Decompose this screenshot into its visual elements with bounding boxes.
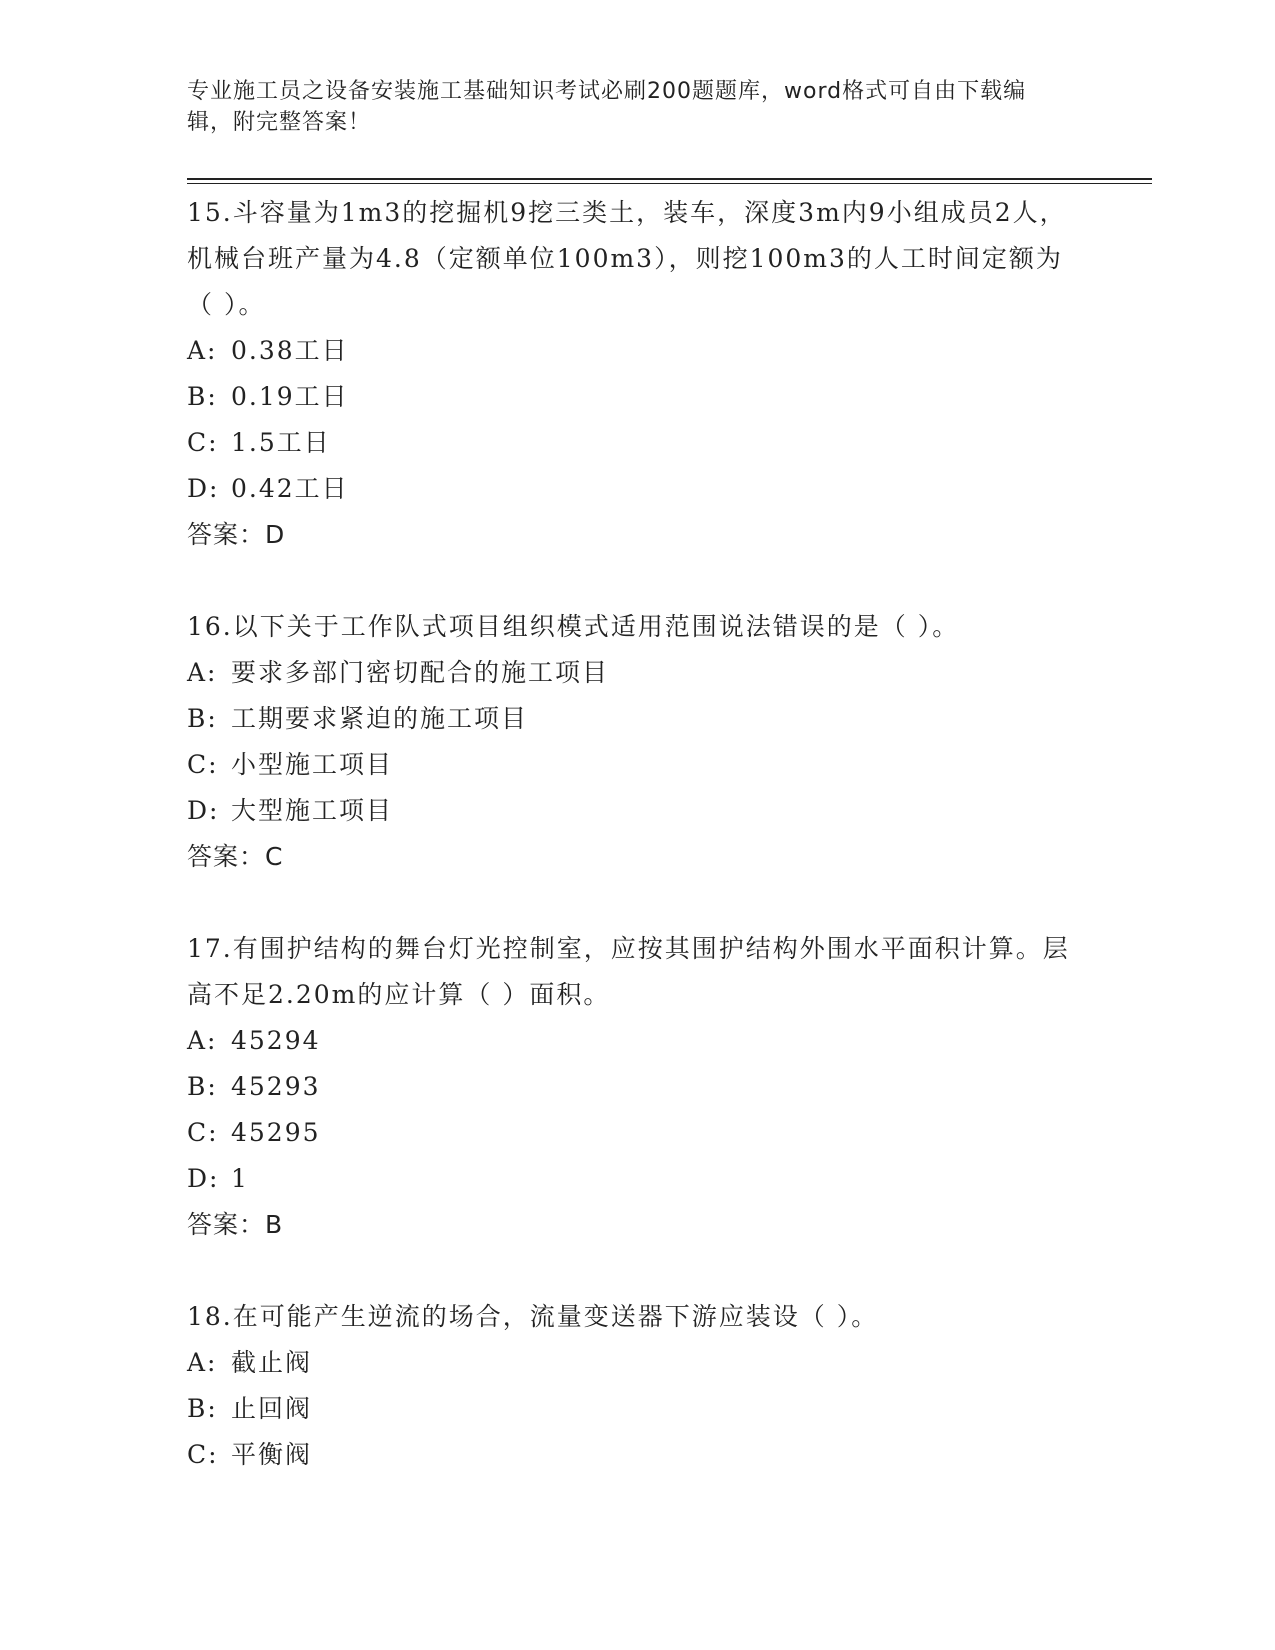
answer-line: 答案：D — [187, 520, 286, 549]
question-stem: 18.在可能产生逆流的场合，流量变送器下游应装设（ ）。 — [187, 1302, 879, 1331]
option-a — [187, 1018, 1077, 1064]
option-c — [187, 420, 1077, 466]
option-letter: D: — [187, 474, 220, 503]
option-text: 45295 — [231, 1118, 321, 1147]
option-b — [187, 374, 1077, 420]
header-divider-thin — [187, 183, 1152, 184]
option-b — [187, 1064, 1077, 1110]
option-c — [187, 1432, 1077, 1478]
document-header: 专业施工员之设备安装施工基础知识考试必刷200题题库，word格式可自由下载编辑，附完整答案！ — [187, 79, 1027, 135]
option-letter: A: — [187, 1348, 218, 1377]
answer-line: 答案：B — [187, 1210, 284, 1239]
option-d — [187, 466, 1077, 512]
option-text: 工期要求紧迫的施工项目 — [231, 704, 529, 733]
option-text: 45294 — [231, 1026, 321, 1055]
option-d — [187, 788, 1077, 834]
header-divider-thick — [187, 178, 1152, 180]
option-letter: A: — [187, 336, 218, 365]
option-b — [187, 696, 1077, 742]
option-a — [187, 1340, 1077, 1386]
question-17 — [187, 926, 1077, 1248]
option-text: 0.19工日 — [231, 382, 349, 411]
question-list — [187, 190, 1077, 1478]
option-text: 0.42工日 — [231, 474, 349, 503]
option-letter: C: — [187, 750, 219, 779]
option-letter: B: — [187, 382, 218, 411]
answer-line: 答案：C — [187, 842, 284, 871]
option-text: 1 — [231, 1164, 249, 1193]
option-c — [187, 1110, 1077, 1156]
option-text: 0.38工日 — [231, 336, 349, 365]
option-letter: C: — [187, 1440, 219, 1469]
option-b — [187, 1386, 1077, 1432]
option-letter: B: — [187, 704, 218, 733]
option-text: 小型施工项目 — [231, 750, 394, 779]
option-text: 要求多部门密切配合的施工项目 — [231, 658, 610, 687]
option-letter: B: — [187, 1072, 218, 1101]
question-stem: 15.斗容量为1m3的挖掘机9挖三类土，装车，深度3m内9小组成员2人，机械台班产量为4.8（定额单位100m3），则挖100m3的人工时间定额为（ ）。 — [187, 198, 1067, 319]
option-letter: A: — [187, 658, 218, 687]
question-16 — [187, 604, 1077, 880]
option-text: 止回阀 — [231, 1394, 313, 1423]
option-letter: D: — [187, 796, 220, 825]
option-text: 平衡阀 — [231, 1440, 313, 1469]
option-letter: C: — [187, 1118, 219, 1147]
option-d — [187, 1156, 1077, 1202]
option-letter: A: — [187, 1026, 218, 1055]
option-letter: D: — [187, 1164, 220, 1193]
question-stem: 16.以下关于工作队式项目组织模式适用范围说法错误的是（ ）。 — [187, 612, 960, 641]
option-letter: B: — [187, 1394, 218, 1423]
option-text: 1.5工日 — [231, 428, 331, 457]
option-text: 截止阀 — [231, 1348, 313, 1377]
option-letter: C: — [187, 428, 219, 457]
option-text: 45293 — [231, 1072, 321, 1101]
option-c — [187, 742, 1077, 788]
option-text: 大型施工项目 — [231, 796, 394, 825]
option-a — [187, 328, 1077, 374]
question-18 — [187, 1294, 1077, 1478]
question-stem: 17.有围护结构的舞台灯光控制室，应按其围护结构外围水平面积计算。层高不足2.20m的应计算（ ）面积。 — [187, 934, 1070, 1009]
question-15 — [187, 190, 1077, 558]
option-a — [187, 650, 1077, 696]
